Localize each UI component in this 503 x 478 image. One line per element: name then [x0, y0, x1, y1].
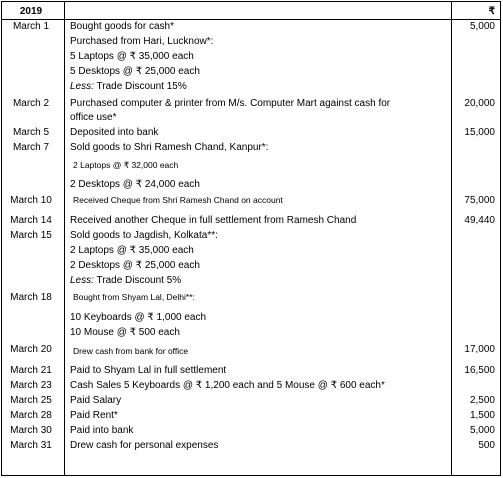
- table-row: [2, 310, 500, 325]
- table-row: [2, 158, 500, 173]
- row-date: March 1: [12, 21, 50, 32]
- row-date: March 25: [10, 395, 52, 406]
- row-description: Bought goods for cash*: [70, 21, 174, 32]
- table-row: [2, 290, 500, 305]
- row-description: 5 Laptops @ ₹ 35,000 each: [70, 51, 194, 62]
- row-description: [70, 79, 187, 94]
- table-row: [2, 140, 500, 155]
- row-description: Purchased computer & printer from M/s. Computer Mart against cash for: [70, 98, 391, 109]
- row-date: March 2: [12, 98, 50, 109]
- table-row: [2, 19, 500, 34]
- row-amount: 16,500: [464, 365, 495, 376]
- row-date: March 28: [10, 410, 52, 421]
- table-row: [2, 423, 500, 438]
- row-description: Drew cash from bank for office: [73, 346, 189, 356]
- row-description: Paid Salary: [70, 395, 122, 406]
- row-description: 2 Laptops @ ₹ 35,000 each: [70, 245, 194, 256]
- row-amount: 49,440: [464, 215, 495, 226]
- amount-header: ₹: [488, 6, 495, 17]
- row-description: [70, 273, 181, 288]
- discount-text: Trade Discount 5%: [93, 275, 182, 286]
- row-description: Sold goods to Jagdish, Kolkata**:: [70, 230, 218, 241]
- table-row: [2, 393, 500, 408]
- row-amount: 1,500: [469, 410, 495, 421]
- row-amount: 15,000: [464, 127, 495, 138]
- table-row: [2, 34, 500, 49]
- row-description: Paid Rent*: [70, 410, 118, 421]
- row-description: Paid into bank: [70, 425, 134, 436]
- row-date: March 15: [10, 230, 52, 241]
- row-date: March 23: [10, 380, 52, 391]
- row-description: 2 Desktops @ ₹ 25,000 each: [70, 260, 200, 271]
- row-amount: 5,000: [469, 425, 495, 436]
- row-description: office use*: [70, 112, 117, 123]
- table-row: [2, 193, 500, 208]
- row-description: 10 Keyboards @ ₹ 1,000 each: [70, 312, 207, 323]
- less-label: Less:: [70, 275, 94, 286]
- table-row: [2, 79, 500, 94]
- table-row: [2, 408, 500, 423]
- table-row: [2, 110, 500, 125]
- table-row: [2, 228, 500, 243]
- table-row: [2, 49, 500, 64]
- row-date: March 30: [10, 425, 52, 436]
- row-amount: 17,000: [464, 344, 495, 355]
- table-row: [2, 438, 500, 453]
- row-description: 2 Laptops @ ₹ 32,000 each: [73, 160, 179, 170]
- row-description: Paid to Shyam Lal in full settlement: [70, 365, 227, 376]
- row-description: Cash Sales 5 Keyboards @ ₹ 1,200 each and 5 Mouse @ ₹ 600 each*: [70, 380, 385, 391]
- row-date: March 10: [10, 195, 52, 206]
- row-date: March 7: [12, 142, 50, 153]
- row-amount: 5,000: [469, 21, 495, 32]
- row-description: Deposited into bank: [70, 127, 159, 138]
- row-date: March 5: [12, 127, 50, 138]
- table-row: [2, 243, 500, 258]
- row-description: 2 Desktops @ ₹ 24,000 each: [70, 179, 200, 190]
- table-row: [2, 363, 500, 378]
- row-description: Received another Cheque in full settlement from Ramesh Chand: [70, 215, 357, 226]
- row-date: March 14: [10, 215, 52, 226]
- row-description: 5 Desktops @ ₹ 25,000 each: [70, 66, 200, 77]
- table-row: [2, 258, 500, 273]
- row-amount: 2,500: [469, 395, 495, 406]
- table-row: [2, 325, 500, 340]
- row-date: March 31: [10, 440, 52, 451]
- row-date: March 18: [10, 292, 52, 303]
- row-description: 10 Mouse @ ₹ 500 each: [70, 327, 180, 338]
- row-description: Drew cash for personal expenses: [70, 440, 219, 451]
- table-row: [2, 213, 500, 228]
- transactions-table: [1, 1, 501, 476]
- row-amount: 75,000: [464, 195, 495, 206]
- table-row: [2, 96, 500, 111]
- row-date: March 20: [10, 344, 52, 355]
- row-description: Sold goods to Shri Ramesh Chand, Kanpur*:: [70, 142, 269, 153]
- table-row: [2, 177, 500, 192]
- row-amount: 500: [478, 440, 495, 451]
- row-description: Purchased from Hari, Lucknow*:: [70, 36, 214, 47]
- row-description: Bought from Shyam Lal, Delhi**:: [73, 292, 195, 302]
- table-row: [2, 342, 500, 357]
- table-row: [2, 64, 500, 79]
- header-row: [2, 4, 500, 19]
- row-amount: 20,000: [464, 98, 495, 109]
- row-description: Received Cheque from Shri Ramesh Chand on account: [73, 195, 283, 205]
- row-date: March 21: [10, 365, 52, 376]
- discount-text: Trade Discount 15%: [93, 81, 187, 92]
- table-row: [2, 273, 500, 288]
- year-header: 2019: [19, 6, 43, 17]
- table-row: [2, 125, 500, 140]
- less-label: Less:: [70, 81, 94, 92]
- table-row: [2, 378, 500, 393]
